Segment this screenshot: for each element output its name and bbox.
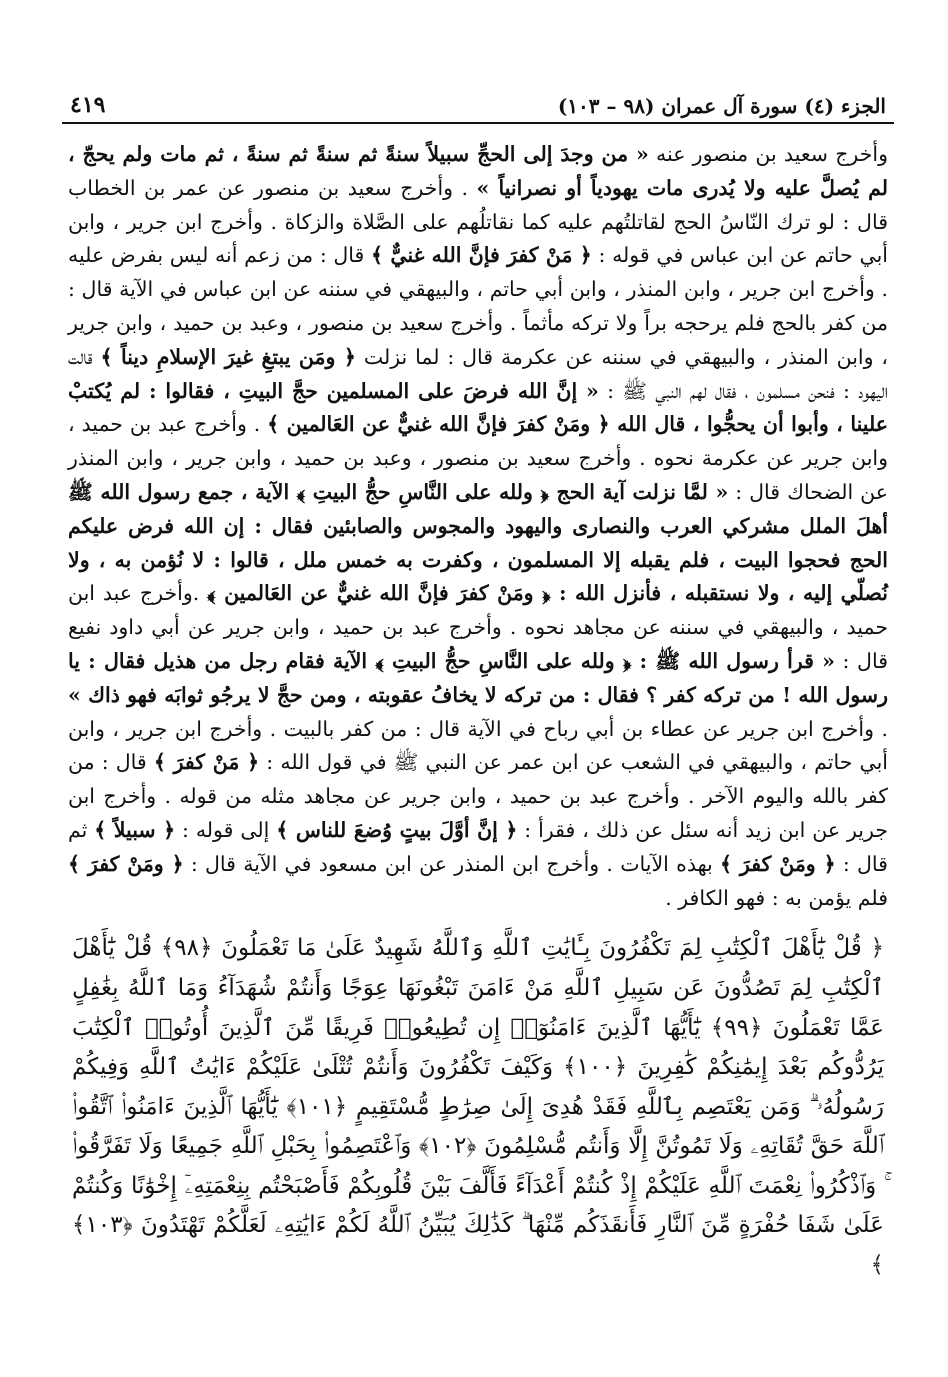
page-header (62, 92, 894, 124)
commentary-segment: قال : من كفر بالله واليوم الآخر . وأخرج عبد بن حميد ، وابن جرير عن مجاهد مثله من قوله . وأخرج ابن جرير عن ابن زيد أنه سئل عن ذلك ، فقرأ : (68, 750, 888, 842)
commentary-paragraph (68, 138, 888, 915)
quoted-text-segment: ﴿ ومَنْ كفرَ ﴾ (68, 851, 184, 876)
verse-open-bracket: ﴿ (870, 935, 884, 962)
commentary-segment: قال : من زعم أنه ليس بفرض عليه . وأخرج ابن جرير ، وابن المنذر ، وابن أبي حاتم ، والبيهقي في سننه عن ابن عباس في الآية قال : من كفر بالحج فلم يرحجه براً ولا تركه مأثماً . وأخرج سعيد بن منصور ، وعبد بن حميد ، وابن جرير ، وابن المنذر ، والبيهقي في سننه عن عكرمة قال : لما نزلت (68, 243, 889, 369)
verse-close-bracket: ﴾ (870, 1252, 884, 1279)
commentary-segment: وأخرج سعيد بن منصور عنه (648, 142, 889, 166)
page-number: ٤١٩ (70, 92, 106, 118)
commentary-segment: ثم قال : (68, 817, 888, 876)
quoted-text-segment: ﴿ ومَنْ كفرَ ﴾ (720, 851, 836, 876)
quoted-text-segment: ﴿ مَنْ كفرَ فإنَّ الله غنيٌّ ﴾ (371, 243, 592, 268)
quoted-text-segment: « من وجدَ إلى الحجِّ سبيلاً سنةً ثم سنةً ثم سنةً ، ثم مات ولم يحجّ ، لم يُصلَّ عليه ولا يُدرى مات يهودياً أو نصرانياً » (68, 142, 888, 200)
commentary-segment: إلى قوله : (175, 817, 277, 842)
quoted-text-segment: « لمَّا نزلت آية الحج ﴿ ولله على النَّاسِ حجُّ البيتِ ﴾ الآية ، جمع رسول الله ﷺ أهلَ الملل مشركي العرب والنصارى واليهود والمجوس والصابئين فقال : إن الله فرض عليكم الحج فحجوا البيت ، فلم يقبله إلا المسلمون ، وكفرت به خمس ملل ، قالوا : لا نُؤمن به ، ولا نُصلّي إليه ، ولا نستقبله ، فأنزل الله : ﴿ ومَنْ كفرَ فإنَّ الله غنيٌّ عن العَالمين ﴾ (68, 479, 888, 606)
commentary-segment: فلم يؤمن به : فهو الكافر . (665, 885, 888, 910)
quoted-text-segment: ﴿ مَنْ كفرَ ﴾ (153, 750, 260, 775)
book-page (62, 92, 894, 1286)
commentary-segment: بهذه الآيات . وأخرج ابن المنذر عن ابن مسعود في الآية قال : (183, 851, 721, 876)
verse-text: قُلْ يَٰٓأَهْلَ ٱلْكِتَٰبِ لِمَ تَكْفُرُونَ بِـَٔايَٰتِ ٱللَّهِ وَٱللَّهُ شَهِيدٌ عَلَىٰ مَا تَعْمَلُونَ ﴿٩٨﴾ قُلْ يَٰٓأَهْلَ ٱلْكِتَٰبِ لِمَ تَصُدُّونَ عَن سَبِيلِ ٱللَّهِ مَنْ ءَامَنَ تَبْغُونَهَا عِوَجًا وَأَنتُمْ شُهَدَآءُ وَمَا ٱللَّهُ بِغَٰفِلٍ عَمَّا تَعْمَلُونَ ﴿٩٩﴾ يَٰٓأَيُّهَا ٱلَّذِينَ ءَامَنُوٓا۟ إِن تُطِيعُوا۟ فَرِيقًا مِّنَ ٱلَّذِينَ أُوتُوا۟ ٱلْكِتَٰبَ يَرُدُّوكُم بَعْدَ إِيمَٰنِكُمْ كَٰفِرِينَ ﴿١٠٠﴾ وَكَيْفَ تَكْفُرُونَ وَأَنتُمْ تُتْلَىٰ عَلَيْكُمْ ءَايَٰتُ ٱللَّهِ وَفِيكُمْ رَسُولُهُۥ ۗ وَمَن يَعْتَصِم بِٱللَّهِ فَقَدْ هُدِىَ إِلَىٰ صِرَٰطٍ مُّسْتَقِيمٍ ﴿١٠١﴾ يَٰٓأَيُّهَا ٱلَّذِينَ ءَامَنُوا۟ ٱتَّقُوا۟ ٱللَّهَ حَقَّ تُقَاتِهِۦ وَلَا تَمُوتُنَّ إِلَّا وَأَنتُم مُّسْلِمُونَ ﴿١٠٢﴾ وَٱعْتَصِمُوا۟ بِحَبْلِ ٱللَّهِ جَمِيعًا وَلَا تَفَرَّقُوا۟ ۚ وَٱذْكُرُوا۟ نِعْمَتَ ٱللَّهِ عَلَيْكُمْ إِذْ كُنتُمْ أَعْدَآءً فَأَلَّفَ بَيْنَ قُلُوبِكُمْ فَأَصْبَحْتُم بِنِعْمَتِهِۦٓ إِخْوَٰنًا وَكُنتُمْ عَلَىٰ شَفَا حُفْرَةٍ مِّنَ ٱلنَّارِ فَأَنقَذَكُم مِّنْهَا ۗ كَذَٰلِكَ يُبَيِّنُ ٱللَّهُ لَكُمْ ءَايَٰتِهِۦ لَعَلَّكُمْ تَهْتَدُونَ ﴿١٠٣﴾ (72, 935, 885, 1239)
commentary-segment: . وأخرج ابن جرير عن عطاء بن أبي رباح في الآية قال : من كفر بالبيت . وأخرج ابن جرير ، وابن أبي حاتم ، والبيهقي في الشعب عن ابن عمر عن النبي ﷺ في قول الله : (68, 716, 888, 775)
commentary-segment: . وأخرج سعيد بن منصور عن عمر بن الخطاب قال : لو ترك النّاسُ الحج لقاتلتُهم عليه كما نقاتلُهم على الصَّلاة والزكاة . وأخرج ابن جرير ، وابن أبي حاتم عن ابن عباس في قوله : (68, 175, 888, 268)
quoted-text-segment: ﴿ ومَن يبتغِ غيرَ الإسلامِ ديناً ﴾ (100, 344, 356, 369)
commentary-text (62, 138, 894, 915)
commentary-segment: .وأخرج عبد ابن حميد ، والبيهقي في سننه عن مجاهد نحوه . وأخرج عبد بن حميد ، وابن جرير عن أبي داود نفيع قال : (68, 581, 888, 673)
quoted-text-segment: ﴿ سبيلاً ﴾ (94, 817, 176, 842)
quoted-text-segment: « إنَّ الله فرضَ على المسلمين حجَّ البيتِ ، فقالوا : لم يُكتبْ علينا ، وأبوا أن يحجُّوا ، قال الله ﴿ ومَنْ كفرَ فإنَّ الله غنيٌّ عن العَالمين ﴾ (68, 378, 888, 437)
running-title: الجزء (٤) سورة آل عمران (٩٨ – ١٠٣) (557, 94, 886, 118)
commentary-segment: قالت اليهود : فنحن مسلمون ، فقال لهم النبي ﷺ : (68, 344, 888, 403)
quoted-text-segment: « قرأ رسول الله ﷺ : ﴿ ولله على النَّاسِ حجُّ البيتِ ﴾ الآية فقام رجل من هذيل فقال : يا رسول الله ! من تركه كفر ؟ فقال : من تركه لا يخافُ عقوبته ، ومن حجَّ لا يرجُو ثوابَه فهو ذاك » (68, 648, 888, 707)
quran-verses (62, 929, 894, 1285)
quoted-text-segment: ﴿ إنَّ أوَّلَ بيتٍ وُضعَ للناس ﴾ (276, 817, 518, 842)
commentary-segment: . وأخرج عبد بن حميد ، وابن جرير عن عكرمة نحوه . وأخرج سعيد بن منصور ، وعبد بن حميد ، وابن جرير ، وابن المنذر عن الضحاك قال : (68, 412, 888, 504)
